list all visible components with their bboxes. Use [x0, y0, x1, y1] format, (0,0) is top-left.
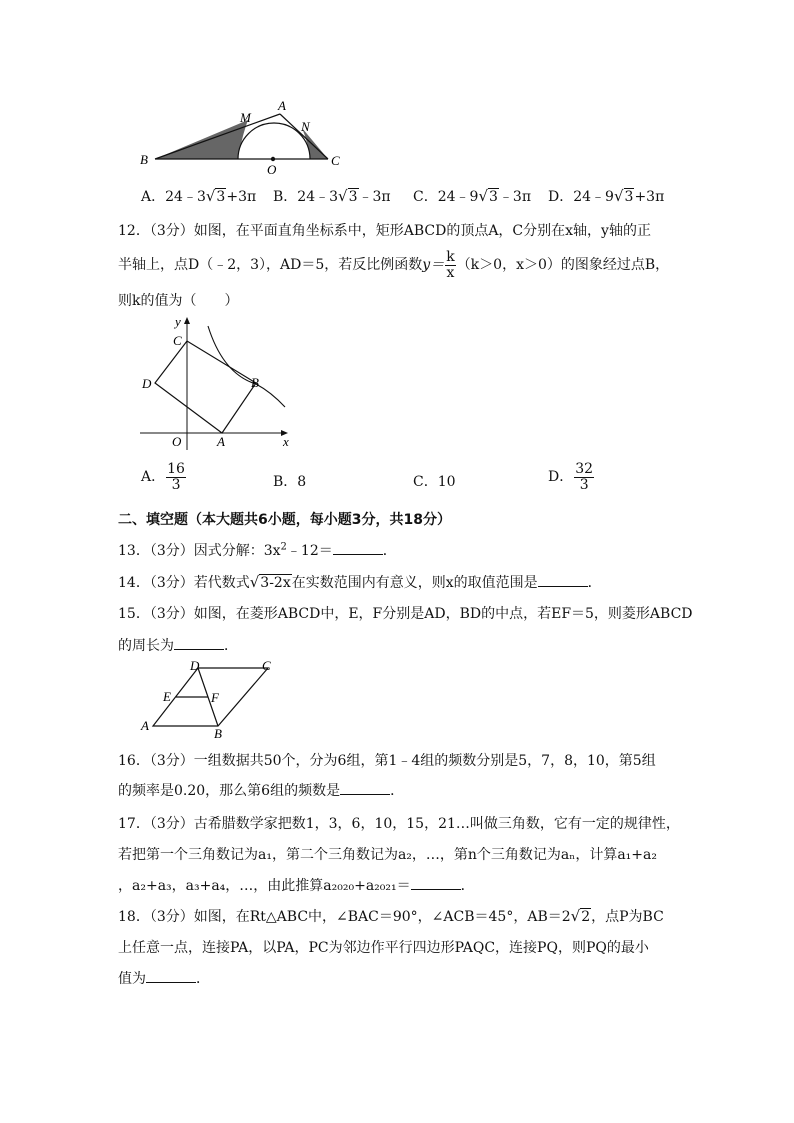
hyperbola-curve	[208, 326, 285, 407]
shaded-region-left	[155, 120, 248, 159]
q12-option-b: B．8	[273, 474, 307, 490]
q17-line-3: ，a₂+a₃，a₃+a₄，…，由此推算a₂₀₂₀+a₂₀₂₁＝ ．	[118, 875, 475, 895]
figure-q11	[130, 98, 360, 178]
label-a: A	[141, 718, 149, 733]
answer-blank[interactable]	[411, 875, 461, 890]
q12-line-1: 12．（3分）如图，在平面直角坐标系中，矩形ABCD的顶点A，C分别在x轴，y轴的正	[118, 223, 651, 239]
q17-line-1: 17．（3分）古希腊数学家把数1，3，6，10，15，21…叫做三角数，它有一定的规律性，	[118, 816, 680, 832]
label-y: y	[175, 314, 181, 329]
q15-line-1: 15．（3分）如图，在菱形ABCD中，E，F分别是AD，BD的中点，若EF＝5，则菱形ABCD	[118, 606, 693, 622]
q18-line-3: 值为 ．	[118, 968, 210, 988]
q12-option-d: D． $\frac{32}{3}$	[548, 461, 594, 493]
rectangle-abcd	[155, 341, 256, 433]
label-e: E	[163, 689, 171, 704]
label-a: A	[217, 434, 225, 449]
label-o: O	[267, 162, 277, 177]
label-x: x	[283, 434, 289, 449]
section-title-fill-in: 二、填空题（本大题共6小题，每小题3分，共18分）	[118, 512, 451, 528]
label-c: C	[262, 658, 271, 673]
label-f: F	[211, 690, 219, 705]
answer-blank[interactable]	[340, 780, 390, 795]
label-a: A	[278, 98, 286, 113]
q11-option-a: A．24﹣3√3+3π	[141, 187, 257, 205]
label-c: C	[331, 153, 340, 168]
label-n: N	[301, 119, 310, 134]
q15-line-2: 的周长为 ．	[118, 635, 238, 655]
q11-option-c: C．24﹣9√3﹣3π	[413, 187, 532, 205]
q18-line-1: 18．（3分）如图，在Rt△ABC中，∠BAC＝90°，∠ACB＝45°，AB＝2√2，点P为BC	[118, 907, 664, 925]
q14: 14．（3分）若代数式√3-2x在实数范围内有意义，则x的取值范围是 ．	[118, 573, 602, 591]
figure-q12	[135, 312, 300, 452]
semicircle	[238, 123, 310, 159]
q11-option-b: B．24﹣3√3﹣3π	[273, 187, 391, 205]
label-b: B	[251, 375, 259, 390]
label-c: C	[173, 333, 182, 348]
q16-line-2: 的频率是0.20，那么第6组的频数是 ．	[118, 780, 404, 800]
answer-blank[interactable]	[174, 635, 224, 650]
label-o: O	[172, 434, 182, 449]
q16-line-1: 16．（3分）一组数据共50个，分为6组，第1﹣4组的频数分别是5，7，8，10，第5组	[118, 753, 656, 769]
answer-blank[interactable]	[538, 572, 588, 587]
center-point-o	[271, 157, 275, 161]
label-b: B	[214, 726, 222, 740]
figure-q15	[138, 658, 278, 740]
q17-line-2: 若把第一个三角数记为a₁，第二个三角数记为a₂，…，第n个三角数记为aₙ，计算a₁+a₂	[118, 847, 657, 863]
q12-option-c: C．10	[413, 474, 456, 490]
q18-line-2: 上任意一点，连接PA，以PA，PC为邻边作平行四边形PAQC，连接PQ，则PQ的最小	[118, 940, 649, 956]
answer-blank[interactable]	[333, 540, 383, 555]
label-d: D	[142, 376, 152, 391]
y-axis-arrow	[184, 317, 190, 324]
q12-line-3: 则k的值为（ ）	[118, 293, 239, 309]
q13: 13．（3分）因式分解：$3x^2﹣12=$ ．	[118, 541, 397, 559]
label-d: D	[190, 658, 200, 673]
label-b: B	[140, 152, 148, 167]
q12-line-2: 半轴上，点D（﹣2，3），AD＝5，若反比例函数y＝ $\frac{k}{x}$ （k＞0，x＞0）的图象经过点B，	[118, 249, 670, 281]
q11-option-d: D．24﹣9√3+3π	[548, 187, 665, 205]
answer-blank[interactable]	[146, 968, 196, 983]
label-m: M	[240, 110, 251, 125]
q12-option-a: A． $\frac{16}{3}$	[141, 461, 185, 493]
